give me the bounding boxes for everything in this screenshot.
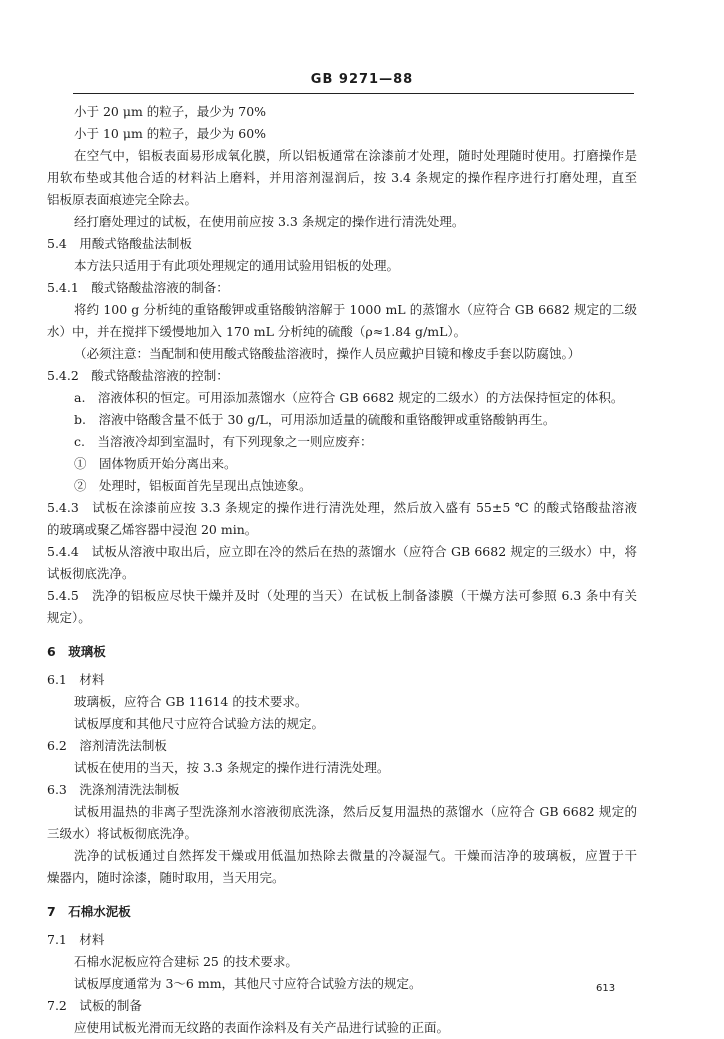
text-line: 用软布垫或其他合适的材料沾上磨料，并用溶剂湿润后，按 3.4 条规定的操作程序进行打磨处理，直至 <box>47 170 637 185</box>
text-line: 试板厚度通常为 3～6 mm，其他尺寸应符合试验方法的规定。 <box>74 976 422 991</box>
list-item: ① 固体物质开始分离出来。 <box>74 456 237 471</box>
list-item: a. 溶液体积的恒定。可用添加蒸馏水（应符合 GB 6682 规定的二级水）的方法保持恒定的体积。 <box>74 390 624 405</box>
text-line: 小于 10 μm 的粒子，最少为 60% <box>74 126 267 141</box>
section-heading-6-2: 6.2 溶剂清洗法制板 <box>47 738 167 753</box>
text-line: 试板厚度和其他尺寸应符合试验方法的规定。 <box>74 716 325 731</box>
text-line: 的玻璃或聚乙烯容器中浸泡 20 min。 <box>47 522 258 537</box>
section-heading-5-4-1: 5.4.1 酸式铬酸盐溶液的制备： <box>47 280 229 295</box>
text-line: 经打磨处理过的试板，在使用前应按 3.3 条规定的操作进行清洗处理。 <box>74 214 465 229</box>
list-item: c. 当溶液冷却到室温时，有下列现象之一则应废弃： <box>74 434 373 449</box>
text-line: （必须注意：当配制和使用酸式铬酸盐溶液时，操作人员应戴护目镜和橡皮手套以防腐蚀。） <box>74 346 581 361</box>
section-heading-7: 7 石棉水泥板 <box>47 904 131 919</box>
document-header: GB 9271—88 <box>310 72 414 87</box>
text-line: 试板彻底洗净。 <box>47 566 135 581</box>
text-line: 规定）。 <box>47 610 91 625</box>
text-line: 玻璃板，应符合 GB 11614 的技术要求。 <box>74 694 308 709</box>
text-line: 试板在使用的当天，按 3.3 条规定的操作进行清洗处理。 <box>74 760 390 775</box>
text-line: 燥器内，随时涂漆，随时取用，当天用完。 <box>47 870 285 885</box>
page-number: 613 <box>596 983 616 994</box>
text-line: 应使用试板光滑而无纹路的表面作涂料及有关产品进行试验的正面。 <box>74 1020 450 1035</box>
list-item: ② 处理时，铝板面首先呈现出点蚀迹象。 <box>74 478 312 493</box>
text-line: 铝板原表面痕迹完全除去。 <box>47 192 198 207</box>
text-line: 在空气中，铝板表面易形成氧化膜，所以铝板通常在涂漆前才处理，随时处理随时使用。打磨操作是 <box>74 148 637 163</box>
section-heading-5-4: 5.4 用酸式铬酸盐法制板 <box>47 236 192 251</box>
section-heading-6-3: 6.3 洗涤剂清洗法制板 <box>47 782 180 797</box>
section-5-4-5: 5.4.5 洗净的铝板应尽快干燥并及时（处理的当天）在试板上制备漆膜（干燥方法可参照 6.3 条中有关 <box>47 588 637 603</box>
document-body <box>47 101 637 1039</box>
section-heading-7-2: 7.2 试板的制备 <box>47 998 142 1013</box>
section-5-4-3: 5.4.3 试板在涂漆前应按 3.3 条规定的操作进行清洗处理，然后放入盛有 55±5 ℃ 的酸式铬酸盐溶液 <box>47 500 637 515</box>
text-line: 水）中，并在搅拌下缓慢地加入 170 mL 分析纯的硫酸（ρ≈1.84 g/mL）。 <box>47 324 467 339</box>
text-line: 试板用温热的非离子型洗涤剂水溶液彻底洗涤，然后反复用温热的蒸馏水（应符合 GB 6682 规定的 <box>74 804 637 819</box>
section-heading-6: 6 玻璃板 <box>47 644 106 659</box>
text-line: 石棉水泥板应符合建标 25 的技术要求。 <box>74 954 298 969</box>
text-line: 本方法只适用于有此项处理规定的通用试验用铝板的处理。 <box>74 258 400 273</box>
section-heading-5-4-2: 5.4.2 酸式铬酸盐溶液的控制： <box>47 368 229 383</box>
text-line: 三级水）将试板彻底洗净。 <box>47 826 198 841</box>
section-heading-7-1: 7.1 材料 <box>47 932 105 947</box>
section-heading-6-1: 6.1 材料 <box>47 672 105 687</box>
section-5-4-4: 5.4.4 试板从溶液中取出后，应立即在冷的然后在热的蒸馏水（应符合 GB 6682 规定的三级水）中，将 <box>47 544 637 559</box>
text-line: 小于 20 μm 的粒子，最少为 70% <box>74 104 267 119</box>
list-item: b. 溶液中铬酸含量不低于 30 g/L，可用添加适量的硫酸和重铬酸钾或重铬酸钠再生。 <box>74 412 556 427</box>
header-rule <box>73 93 634 94</box>
text-line: 将约 100 g 分析纯的重铬酸钾或重铬酸钠溶解于 1000 mL 的蒸馏水（应符合 GB 6682 规定的二级 <box>74 302 637 317</box>
text-line: 洗净的试板通过自然挥发干燥或用低温加热除去微量的冷凝湿气。干燥而洁净的玻璃板，应置于干 <box>74 848 637 863</box>
